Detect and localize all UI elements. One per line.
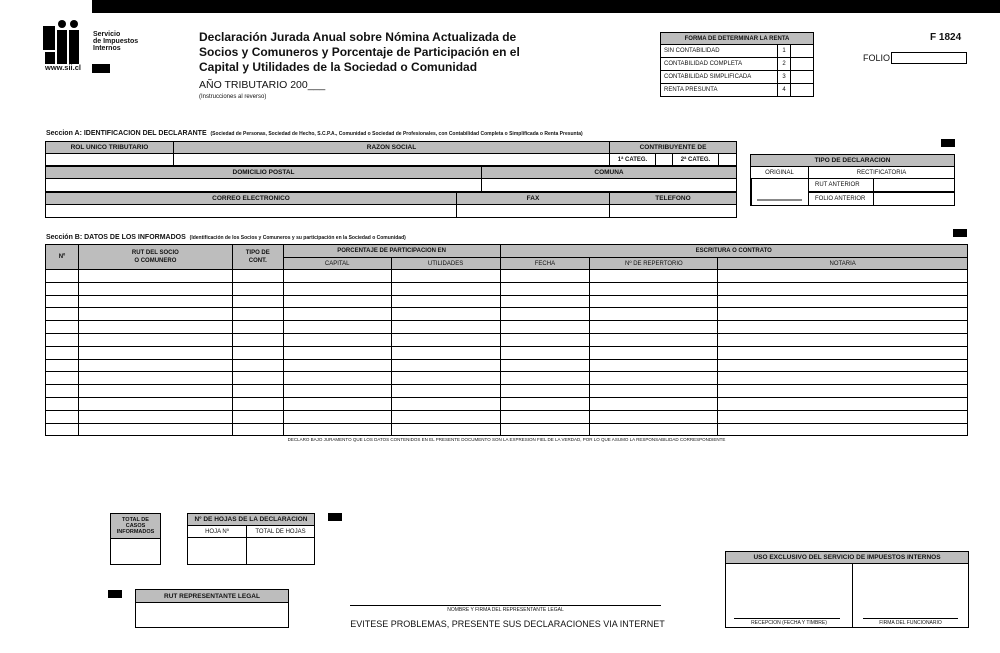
table-cell[interactable] — [78, 423, 232, 436]
recepcion-line — [734, 618, 840, 619]
table-cell[interactable] — [283, 333, 391, 346]
table-cell[interactable] — [718, 423, 968, 436]
table-cell[interactable] — [590, 321, 718, 334]
comuna-header: COMUNA — [481, 166, 737, 179]
table-cell[interactable] — [232, 295, 283, 308]
table-cell[interactable] — [46, 359, 79, 372]
forma-label: CONTABILIDAD SIMPLIFICADA — [661, 71, 778, 84]
folio-label: FOLIO — [863, 53, 891, 63]
forma-label: RENTA PRESUNTA — [661, 84, 778, 97]
table-cell[interactable] — [283, 295, 391, 308]
cat1-label: 1ª CATEG. — [609, 153, 656, 166]
table-row — [46, 282, 968, 295]
col-rut-header: RUT DEL SOCIO O COMUNERO — [78, 245, 232, 270]
table-cell[interactable] — [232, 333, 283, 346]
table-cell[interactable] — [391, 282, 500, 295]
tax-year: AÑO TRIBUTARIO 200___ — [199, 79, 326, 91]
black-marker — [328, 513, 342, 521]
table-cell[interactable] — [590, 385, 718, 398]
table-cell[interactable] — [78, 321, 232, 334]
table-cell[interactable] — [46, 397, 79, 410]
fecha-header: FECHA — [500, 258, 590, 270]
table-cell[interactable] — [500, 385, 590, 398]
rectificatoria-label: RECTIFICATORIA — [808, 166, 955, 179]
fax-header: FAX — [456, 192, 610, 205]
table-cell[interactable] — [283, 308, 391, 321]
form-code: F 1824 — [930, 32, 962, 43]
correo-input[interactable] — [45, 204, 457, 218]
table-cell[interactable] — [500, 282, 590, 295]
utilidades-header: UTILIDADES — [391, 258, 500, 270]
tipo-header: TIPO DE DECLARACION — [750, 154, 955, 167]
black-marker — [108, 590, 122, 598]
forma-label: CONTABILIDAD COMPLETA — [661, 58, 778, 71]
section-a-subtitle: (Sociedad de Personas, Sociedad de Hecho, S.C.P.A., Comunidad o Sociedad de Profesionales, con Contabilidad Completa o Simplificada o Renta Presunta) — [210, 131, 583, 137]
original-line — [757, 199, 802, 201]
logo-url: www.sii.cl — [45, 63, 81, 72]
title-line: Socios y Comuneros y Porcentaje de Participación en el — [199, 45, 520, 59]
table-cell[interactable] — [283, 282, 391, 295]
table-cell[interactable] — [46, 295, 79, 308]
table-cell[interactable] — [391, 295, 500, 308]
table-row — [46, 321, 968, 334]
folio-input[interactable] — [891, 52, 967, 64]
table-cell[interactable] — [590, 295, 718, 308]
notaria-header: NOTARIA — [718, 258, 968, 270]
table-row — [46, 372, 968, 385]
domicilio-header: DOMICILIO POSTAL — [45, 166, 482, 179]
forma-row[interactable] — [661, 45, 814, 58]
section-a-title — [46, 130, 583, 137]
table-cell[interactable] — [718, 282, 968, 295]
repertorio-header: Nº DE REPERTORIO — [590, 258, 718, 270]
fax-input[interactable] — [456, 204, 610, 218]
table-cell[interactable] — [283, 385, 391, 398]
hoja-n-label: HOJA Nº — [187, 525, 247, 538]
table-cell[interactable] — [232, 359, 283, 372]
rut-anterior-label: RUT ANTERIOR — [808, 178, 874, 192]
porcentaje-header: PORCENTAJE DE PARTICIPACION EN — [283, 245, 500, 258]
table-cell[interactable] — [46, 423, 79, 436]
table-cell[interactable] — [78, 282, 232, 295]
logo-text — [93, 31, 138, 52]
table-row — [46, 410, 968, 423]
forma-checkbox[interactable] — [791, 45, 814, 58]
declaration-text: DECLARO BAJO JURAMENTO QUE LOS DATOS CONTENIDOS EN EL PRESENTE DOCUMENTO SON LA EXPRESION FIEL DE LA VERDAD, POR LO QUE ASUMO LA RESPONSABILIDAD CORRESPONDIENTE — [287, 437, 726, 442]
table-cell[interactable] — [46, 308, 79, 321]
table-cell[interactable] — [78, 359, 232, 372]
table-cell[interactable] — [718, 346, 968, 359]
table-cell[interactable] — [391, 397, 500, 410]
table-cell[interactable] — [718, 333, 968, 346]
table-cell[interactable] — [391, 308, 500, 321]
forma-row[interactable] — [661, 71, 814, 84]
table-cell[interactable] — [78, 372, 232, 385]
table-cell[interactable] — [500, 295, 590, 308]
rut-rep-header: RUT REPRESENTANTE LEGAL — [135, 589, 289, 603]
table-cell[interactable] — [500, 270, 590, 283]
logo-line: de Impuestos — [93, 38, 139, 45]
section-b-heading: Sección B: DATOS DE LOS INFORMADOS — [46, 234, 186, 241]
original-box[interactable] — [750, 178, 809, 206]
section-b-title — [46, 234, 406, 241]
table-row — [46, 295, 968, 308]
section-b-subtitle: (Identificación de los Socios y Comuneros y su participación en la Sociedad o Comunidad) — [189, 235, 406, 241]
table-cell[interactable] — [500, 372, 590, 385]
table-row — [46, 308, 968, 321]
table-cell[interactable] — [391, 359, 500, 372]
logo-line: Internos — [93, 45, 121, 52]
table-cell[interactable] — [718, 270, 968, 283]
total-casos-input[interactable] — [110, 538, 161, 565]
folio-anterior-input[interactable] — [873, 192, 955, 206]
correo-header: CORREO ELECTRONICO — [45, 192, 457, 205]
total-hojas-label: TOTAL DE HOJAS — [246, 525, 315, 538]
rol-input[interactable] — [45, 153, 174, 166]
table-cell[interactable] — [46, 333, 79, 346]
table-row — [46, 346, 968, 359]
table-cell[interactable] — [500, 359, 590, 372]
forma-checkbox[interactable] — [791, 84, 814, 97]
informados-table — [45, 244, 968, 436]
sii-logo-icon — [43, 20, 89, 64]
total-hojas-input[interactable] — [246, 537, 315, 565]
table-cell[interactable] — [590, 333, 718, 346]
escritura-header: ESCRITURA O CONTRATO — [500, 245, 968, 258]
table-cell[interactable] — [500, 333, 590, 346]
forma-num: 3 — [778, 71, 791, 84]
table-cell[interactable] — [500, 397, 590, 410]
cat2-checkbox[interactable] — [718, 153, 737, 166]
capital-header: CAPITAL — [283, 258, 391, 270]
table-cell[interactable] — [391, 333, 500, 346]
table-cell[interactable] — [718, 308, 968, 321]
form-title — [199, 30, 529, 75]
table-cell[interactable] — [78, 270, 232, 283]
forma-checkbox[interactable] — [791, 58, 814, 71]
title-line: Capital y Utilidades de la Sociedad o Comunidad — [199, 60, 478, 74]
total-casos-header: TOTAL DE CASOS INFORMADOS — [110, 513, 161, 539]
section-a-heading: Seccion A: IDENTIFICACION DEL DECLARANTE — [46, 130, 207, 137]
table-cell[interactable] — [78, 410, 232, 423]
table-cell[interactable] — [232, 372, 283, 385]
internet-slogan: EVITESE PROBLEMAS, PRESENTE SUS DECLARACIONES VIA INTERNET — [350, 619, 665, 629]
title-line: Declaración Jurada Anual sobre Nómina Actualizada de — [199, 30, 517, 44]
table-cell[interactable] — [590, 372, 718, 385]
rut-anterior-input[interactable] — [873, 178, 955, 192]
razon-header: RAZON SOCIAL — [173, 141, 610, 154]
table-cell[interactable] — [46, 270, 79, 283]
table-cell[interactable] — [283, 410, 391, 423]
cat1-checkbox[interactable] — [655, 153, 673, 166]
table-cell[interactable] — [391, 410, 500, 423]
table-cell[interactable] — [283, 372, 391, 385]
comuna-input[interactable] — [481, 178, 737, 192]
table-cell[interactable] — [718, 410, 968, 423]
table-row — [46, 333, 968, 346]
table-cell[interactable] — [718, 295, 968, 308]
col-tipo-header: TIPO DE CONT. — [232, 245, 283, 270]
table-cell[interactable] — [500, 410, 590, 423]
table-cell[interactable] — [232, 321, 283, 334]
table-cell[interactable] — [46, 282, 79, 295]
table-cell[interactable] — [718, 372, 968, 385]
original-label: ORIGINAL — [750, 166, 809, 179]
rol-header: ROL UNICO TRIBUTARIO — [45, 141, 174, 154]
table-cell[interactable] — [718, 397, 968, 410]
table-cell[interactable] — [391, 270, 500, 283]
forma-title: FORMA DE DETERMINAR LA RENTA — [661, 33, 814, 45]
table-cell[interactable] — [590, 270, 718, 283]
table-cell[interactable] — [232, 346, 283, 359]
contrib-header: CONTRIBUYENTE DE — [609, 141, 737, 154]
firma-caption: NOMBRE Y FIRMA DEL REPRESENTANTE LEGAL — [447, 607, 564, 613]
folio-anterior-label: FOLIO ANTERIOR — [808, 192, 874, 206]
table-cell[interactable] — [718, 321, 968, 334]
forma-row[interactable] — [661, 84, 814, 97]
table-cell[interactable] — [590, 308, 718, 321]
table-cell[interactable] — [590, 410, 718, 423]
instructions-note: (Instrucciones al reverso) — [199, 94, 267, 100]
table-cell[interactable] — [232, 270, 283, 283]
table-cell[interactable] — [78, 397, 232, 410]
hoja-n-input[interactable] — [187, 537, 247, 565]
table-cell[interactable] — [391, 321, 500, 334]
table-cell[interactable] — [718, 385, 968, 398]
table-cell[interactable] — [78, 346, 232, 359]
recepcion-caption: RECEPCION (FECHA Y TIMBRE) — [751, 620, 827, 626]
table-row — [46, 397, 968, 410]
forma-row[interactable] — [661, 58, 814, 71]
cat2-label: 2ª CATEG. — [672, 153, 719, 166]
table-cell[interactable] — [232, 308, 283, 321]
table-cell[interactable] — [232, 282, 283, 295]
telefono-input[interactable] — [609, 204, 737, 218]
table-cell[interactable] — [283, 346, 391, 359]
forma-label: SIN CONTABILIDAD — [661, 45, 778, 58]
telefono-header: TELEFONO — [609, 192, 737, 205]
domicilio-input[interactable] — [45, 178, 482, 192]
forma-num: 1 — [778, 45, 791, 58]
table-cell[interactable] — [391, 423, 500, 436]
table-cell[interactable] — [78, 385, 232, 398]
table-cell[interactable] — [283, 270, 391, 283]
table-cell[interactable] — [46, 346, 79, 359]
table-cell[interactable] — [391, 372, 500, 385]
table-row — [46, 270, 968, 283]
top-bar — [92, 0, 1000, 13]
table-cell[interactable] — [232, 410, 283, 423]
table-cell[interactable] — [78, 295, 232, 308]
table-cell[interactable] — [500, 346, 590, 359]
table-cell[interactable] — [283, 359, 391, 372]
table-cell[interactable] — [718, 359, 968, 372]
table-cell[interactable] — [500, 308, 590, 321]
table-cell[interactable] — [283, 423, 391, 436]
table-cell[interactable] — [590, 346, 718, 359]
col-n-header: Nº — [46, 245, 79, 270]
table-cell[interactable] — [391, 385, 500, 398]
rut-rep-input[interactable] — [135, 602, 289, 628]
logo-line: Servicio — [93, 31, 121, 38]
table-cell[interactable] — [232, 423, 283, 436]
table-cell[interactable] — [46, 385, 79, 398]
firma-line — [350, 605, 661, 606]
table-cell[interactable] — [500, 423, 590, 436]
logo-block — [92, 64, 110, 73]
forma-num: 4 — [778, 84, 791, 97]
table-cell[interactable] — [500, 321, 590, 334]
funcionario-caption: FIRMA DEL FUNCIONARIO — [879, 620, 942, 626]
table-cell[interactable] — [232, 397, 283, 410]
table-cell[interactable] — [590, 397, 718, 410]
table-row — [46, 359, 968, 372]
razon-input[interactable] — [173, 153, 610, 166]
hojas-header: Nº DE HOJAS DE LA DECLARACION — [187, 513, 315, 526]
table-cell[interactable] — [78, 333, 232, 346]
table-cell[interactable] — [46, 410, 79, 423]
black-marker — [941, 139, 955, 147]
table-cell[interactable] — [590, 423, 718, 436]
table-cell[interactable] — [283, 397, 391, 410]
table-cell[interactable] — [78, 308, 232, 321]
table-cell[interactable] — [46, 372, 79, 385]
table-row — [46, 423, 968, 436]
table-cell[interactable] — [46, 321, 79, 334]
forma-checkbox[interactable] — [791, 71, 814, 84]
table-cell[interactable] — [590, 282, 718, 295]
table-cell[interactable] — [232, 385, 283, 398]
uso-exclusivo-header: USO EXCLUSIVO DEL SERVICIO DE IMPUESTOS INTERNOS — [725, 551, 969, 564]
table-row — [46, 385, 968, 398]
table-cell[interactable] — [590, 359, 718, 372]
black-marker — [953, 229, 967, 237]
forma-renta-table — [660, 32, 814, 97]
table-cell[interactable] — [391, 346, 500, 359]
funcionario-line — [863, 618, 958, 619]
forma-num: 2 — [778, 58, 791, 71]
table-cell[interactable] — [283, 321, 391, 334]
